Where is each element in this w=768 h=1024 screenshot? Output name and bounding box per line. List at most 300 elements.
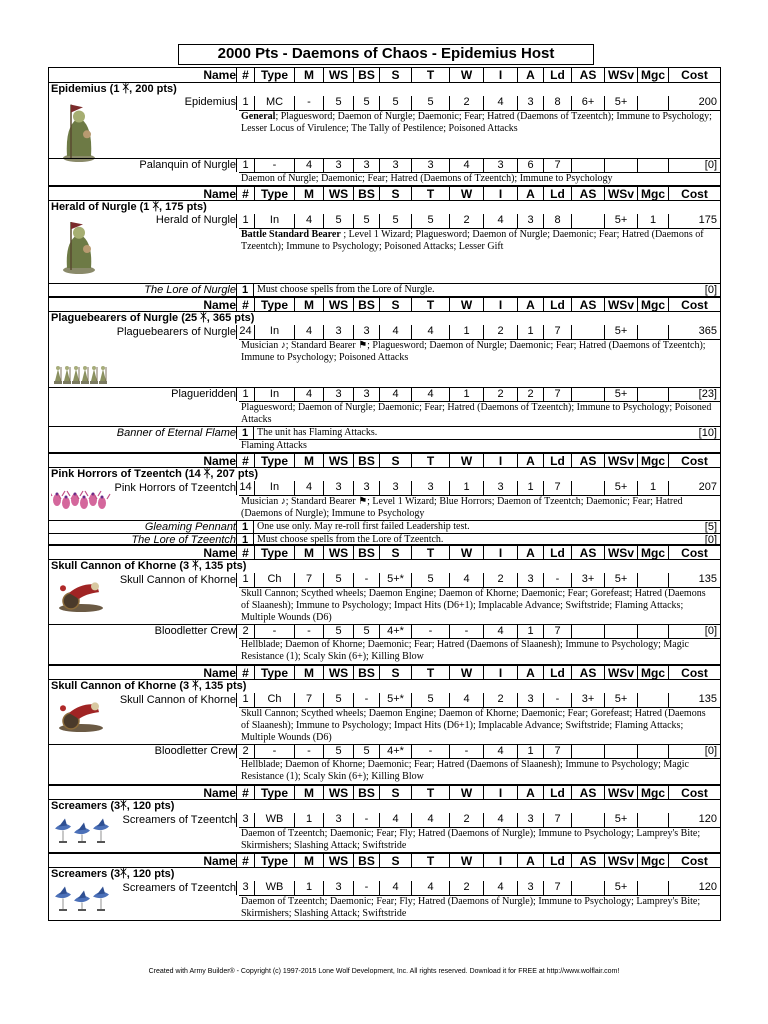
model-stat-row: [49, 881, 720, 895]
model-rules-text: [239, 758, 720, 784]
rule-text: Skull Cannon; Scythed wheels; Daemon Engine; Daemon of Khorne; Daemonic; Fear; Gorefeast; Hatred (Daemons of Slaanesh); Immune to Psychology; Impact Hits (D6+1); Implacable Advance; Swiftstride; Flaming Attacks; Multiple Wounds (D6): [241, 588, 706, 623]
stat-cell: -: [294, 96, 323, 110]
stat-cell: 3: [411, 481, 449, 495]
model-rules-text: [239, 495, 720, 520]
stat-cell: 365: [668, 325, 720, 339]
model-rules-text: [239, 895, 720, 920]
header-cell: Type: [254, 298, 294, 311]
stat-cell: Ch: [254, 573, 294, 587]
stat-cell: [571, 625, 604, 638]
header-cell: A: [517, 786, 543, 799]
model-stat-row: [49, 387, 720, 401]
stat-cell: 5: [323, 96, 353, 110]
stat-cell: 5: [353, 745, 379, 758]
stat-header-row: [49, 665, 720, 680]
stat-cell: In: [254, 214, 294, 228]
header-cell: T: [411, 786, 449, 799]
header-cell: T: [411, 666, 449, 679]
header-cell: #: [236, 187, 254, 200]
header-cell: S: [379, 546, 411, 559]
stat-cell: 5+: [604, 813, 637, 827]
stat-cell: 2: [517, 388, 543, 401]
header-cell: S: [379, 68, 411, 82]
header-cell: WSv: [604, 854, 637, 867]
stat-cell: 7: [543, 625, 571, 638]
stat-cell: 120: [668, 813, 720, 827]
unit-body: [49, 96, 720, 185]
header-cell: M: [294, 454, 323, 467]
header-cell: Ld: [543, 786, 571, 799]
header-cell: Cost: [668, 187, 720, 200]
header-cell: #: [236, 68, 254, 82]
document-title: 2000 Pts - Daemons of Chaos - Epidemius Host: [178, 44, 594, 65]
unit-block: [49, 68, 720, 185]
model-cells: [49, 573, 720, 587]
model-name: Herald of Nurgle: [155, 214, 236, 226]
stat-cell: [0]: [668, 745, 720, 758]
header-cell: BS: [353, 68, 379, 82]
unit-body: [49, 881, 720, 920]
header-cell: M: [294, 786, 323, 799]
header-cell: AS: [571, 187, 604, 200]
stat-header-row: [49, 297, 720, 312]
upgrade-row: [49, 520, 720, 533]
header-cell: W: [449, 666, 483, 679]
header-cell: S: [379, 666, 411, 679]
upgrade-cost: [0]: [704, 284, 717, 296]
stat-cell: [23]: [668, 388, 720, 401]
upgrade-cost: [5]: [704, 521, 717, 533]
stat-cell: -: [254, 625, 294, 638]
stat-cell: [637, 159, 668, 172]
stat-cell: 8: [543, 96, 571, 110]
stat-cell: 4: [379, 813, 411, 827]
unit-title: Skull Cannon of Khorne (3 ᛡ, 135 pts): [51, 680, 247, 692]
rule-text: Musician ♪; Standard Bearer ⚑; Level 1 Wizard; Blue Horrors; Daemon of Tzeentch; Daemonic; Fear; Hatred (Daemons of Nurgle); Immune to Psychology: [241, 496, 683, 519]
model-cells: [49, 745, 720, 758]
header-cell: M: [294, 187, 323, 200]
unit-title: Skull Cannon of Khorne (3 ᛡ, 135 pts): [51, 560, 247, 572]
stat-cell: [637, 573, 668, 587]
stat-cell: -: [254, 159, 294, 172]
stat-cell: 175: [668, 214, 720, 228]
model-stat-row: [49, 693, 720, 707]
stat-cell: 4: [294, 481, 323, 495]
stat-cell: -: [449, 745, 483, 758]
stat-cell: 5: [353, 625, 379, 638]
model-stat-row: [49, 158, 720, 172]
header-cell: WSv: [604, 666, 637, 679]
stat-cell: 2: [483, 325, 517, 339]
header-cell: W: [449, 187, 483, 200]
stat-cell: 5: [411, 214, 449, 228]
stat-cell: 3: [323, 813, 353, 827]
model-name: Screamers of Tzeentch: [122, 814, 236, 826]
header-cell: BS: [353, 854, 379, 867]
header-cell: Type: [254, 666, 294, 679]
header-name: Name: [203, 786, 236, 800]
header-cell: WS: [323, 298, 353, 311]
header-name: Name: [203, 187, 236, 201]
unit-body: [49, 813, 720, 852]
header-cell: I: [483, 187, 517, 200]
rule-text: ; Plaguesword; Daemon of Nurgle; Daemonic; Fear; Hatred (Daemons of Tzeentch); Immune to Psychology; Lesser Locus of Virulence; The Tally of Pestilence; Poisoned Attacks: [241, 111, 712, 134]
stat-header-row: [49, 186, 720, 201]
stat-cell: 3: [517, 881, 543, 895]
rule-text: Daemon of Tzeentch; Daemonic; Fear; Fly; Hatred (Daemons of Nurgle); Immune to Psychology; Lamprey's Bite; Skirmishers; Slashing Attack; Swiftstride: [241, 828, 701, 851]
stat-cell: -: [543, 693, 571, 707]
stat-cell: 1: [637, 481, 668, 495]
header-cell: Ld: [543, 187, 571, 200]
unit-body: [49, 481, 720, 544]
stat-cell: 5: [379, 214, 411, 228]
header-cell: A: [517, 454, 543, 467]
header-cell: AS: [571, 68, 604, 82]
stat-cell: 3: [323, 481, 353, 495]
stat-cell: [604, 625, 637, 638]
model-cells: [49, 388, 720, 401]
stat-cell: 4: [294, 214, 323, 228]
stat-header-row: [49, 453, 720, 468]
stat-cell: 5+: [604, 481, 637, 495]
header-cell: WS: [323, 546, 353, 559]
stat-cell: 2: [483, 388, 517, 401]
stat-cell: 3: [517, 214, 543, 228]
header-cell: A: [517, 68, 543, 82]
rule-text: Hellblade; Daemon of Khorne; Daemonic; Fear; Hatred (Daemons of Slaanesh); Immune to Psychology; Magic Resistance (1); Scaly Skin (6+); Killing Blow: [241, 759, 689, 782]
header-cell: WSv: [604, 546, 637, 559]
model-name: Epidemius: [184, 96, 236, 108]
header-cell: Mgc: [637, 666, 668, 679]
model-name: Palanquin of Nurgle: [139, 159, 236, 171]
stat-cell: 3+: [571, 693, 604, 707]
model-name: Skull Cannon of Khorne: [119, 574, 236, 586]
model-cells: [49, 159, 720, 172]
header-cell: Type: [254, 187, 294, 200]
stat-cell: 7: [294, 573, 323, 587]
stat-cell: 5+: [604, 96, 637, 110]
header-cell: Type: [254, 854, 294, 867]
header-cell: W: [449, 854, 483, 867]
stat-cell: 8: [543, 214, 571, 228]
upgrade-name: Gleaming Pennant: [144, 521, 236, 533]
stat-cell: 3: [411, 159, 449, 172]
header-cell: W: [449, 454, 483, 467]
header-cell: S: [379, 854, 411, 867]
header-cells: [49, 298, 720, 311]
stat-cell: -: [353, 693, 379, 707]
header-cell: AS: [571, 786, 604, 799]
header-cell: Ld: [543, 546, 571, 559]
stat-cell: [637, 881, 668, 895]
stat-cell: 3: [379, 481, 411, 495]
stat-cell: MC: [254, 96, 294, 110]
stat-cell: 4: [294, 388, 323, 401]
stat-cell: 3: [323, 388, 353, 401]
stat-cell: 1: [236, 573, 254, 587]
header-cell: Cost: [668, 546, 720, 559]
header-name: Name: [203, 454, 236, 468]
upgrade-name: The Lore of Tzeentch: [131, 534, 236, 546]
stat-cell: 1: [449, 388, 483, 401]
header-cell: M: [294, 546, 323, 559]
stat-cell: 5: [411, 693, 449, 707]
stat-cell: 3+: [571, 573, 604, 587]
header-cell: WS: [323, 854, 353, 867]
header-cell: W: [449, 546, 483, 559]
model-stat-row: [49, 325, 720, 339]
header-cell: Mgc: [637, 298, 668, 311]
stat-cell: -: [254, 745, 294, 758]
stat-cell: -: [294, 625, 323, 638]
header-name: Name: [203, 666, 236, 680]
model-rules-text: [239, 638, 720, 664]
stat-cell: [571, 481, 604, 495]
stat-cell: 3: [236, 881, 254, 895]
header-cell: A: [517, 666, 543, 679]
stat-cell: [604, 159, 637, 172]
stat-cell: In: [254, 481, 294, 495]
header-cell: Cost: [668, 298, 720, 311]
header-cell: Ld: [543, 666, 571, 679]
header-cell: Ld: [543, 298, 571, 311]
model-name: Bloodletter Crew: [154, 745, 236, 757]
header-cell: I: [483, 786, 517, 799]
header-cell: I: [483, 298, 517, 311]
header-cell: AS: [571, 454, 604, 467]
stat-cell: 5+: [604, 693, 637, 707]
stat-cell: 4: [483, 813, 517, 827]
header-cell: WS: [323, 187, 353, 200]
stat-cell: [637, 388, 668, 401]
stat-cell: 5+: [604, 881, 637, 895]
stat-cell: [637, 813, 668, 827]
header-cell: WS: [323, 454, 353, 467]
upgrade-count: 1: [236, 534, 254, 544]
stat-cell: 5: [379, 96, 411, 110]
stat-cell: 135: [668, 573, 720, 587]
header-cell: S: [379, 454, 411, 467]
stat-cell: 135: [668, 693, 720, 707]
header-cell: Cost: [668, 786, 720, 799]
stat-cell: 5: [323, 693, 353, 707]
upgrade-cost: [10]: [698, 427, 717, 439]
header-cell: I: [483, 68, 517, 82]
model-name: Bloodletter Crew: [154, 625, 236, 637]
header-cell: BS: [353, 666, 379, 679]
header-cell: M: [294, 666, 323, 679]
stat-cell: 2: [236, 625, 254, 638]
stat-cell: 5: [411, 573, 449, 587]
unit-body: [49, 573, 720, 664]
stat-cell: -: [353, 813, 379, 827]
stat-cell: 7: [543, 325, 571, 339]
stat-cell: 3: [353, 388, 379, 401]
header-cells: [49, 546, 720, 559]
model-rules-text: [239, 339, 720, 387]
stat-cell: 24: [236, 325, 254, 339]
stat-cell: 1: [236, 159, 254, 172]
stat-cell: 5+*: [379, 573, 411, 587]
stat-cell: 4: [379, 881, 411, 895]
unit-body: [49, 693, 720, 784]
stat-cell: 5: [323, 625, 353, 638]
stat-cell: 2: [449, 813, 483, 827]
stat-cell: [637, 693, 668, 707]
stat-cell: [571, 325, 604, 339]
header-cell: WSv: [604, 786, 637, 799]
stat-cell: [0]: [668, 625, 720, 638]
header-cells: [49, 454, 720, 467]
header-cell: WS: [323, 786, 353, 799]
stat-cell: 3: [517, 693, 543, 707]
stat-cell: 4: [294, 159, 323, 172]
header-cell: W: [449, 786, 483, 799]
unit-title: Herald of Nurgle (1 ᛡ, 175 pts): [51, 201, 207, 213]
stat-cell: 3: [483, 481, 517, 495]
header-cell: Ld: [543, 454, 571, 467]
stat-cell: 4: [411, 325, 449, 339]
stat-cell: 4: [411, 813, 449, 827]
unit-block: [49, 185, 720, 296]
header-cell: W: [449, 68, 483, 82]
model-stat-row: [49, 813, 720, 827]
header-cell: WSv: [604, 298, 637, 311]
roster-sheet: [48, 67, 721, 921]
stat-header-row: [49, 853, 720, 868]
stat-cell: 2: [449, 214, 483, 228]
stat-cell: 7: [543, 159, 571, 172]
stat-cell: 4: [483, 881, 517, 895]
stat-cell: 4: [379, 325, 411, 339]
header-cell: Cost: [668, 68, 720, 82]
stat-cell: 1: [517, 325, 543, 339]
unit-title: Pink Horrors of Tzeentch (14 ᛡ, 207 pts): [51, 468, 259, 480]
stat-cell: 5: [323, 214, 353, 228]
stat-cell: 1: [236, 693, 254, 707]
unit-block: [49, 544, 720, 664]
model-rules-text: [239, 172, 720, 185]
header-cell: WS: [323, 666, 353, 679]
header-cell: AS: [571, 546, 604, 559]
model-stat-row: [49, 481, 720, 495]
stat-cell: 7: [543, 388, 571, 401]
header-cell: M: [294, 854, 323, 867]
header-cell: #: [236, 546, 254, 559]
header-cell: W: [449, 298, 483, 311]
model-rules-text: [239, 110, 720, 158]
model-cells: [49, 813, 720, 827]
stat-cell: 5: [411, 96, 449, 110]
model-cells: [49, 481, 720, 495]
header-cell: A: [517, 854, 543, 867]
stat-cell: -: [353, 573, 379, 587]
stat-cell: 3: [379, 159, 411, 172]
header-cell: Mgc: [637, 546, 668, 559]
header-cell: WSv: [604, 187, 637, 200]
stat-cell: 5+: [604, 325, 637, 339]
stat-cell: 5+: [604, 573, 637, 587]
unit-body: [49, 325, 720, 452]
stat-cell: [571, 159, 604, 172]
header-cell: I: [483, 454, 517, 467]
unit-block: [49, 852, 720, 920]
stat-cell: 5: [353, 214, 379, 228]
unit-block: [49, 784, 720, 852]
stat-cell: 3: [353, 325, 379, 339]
rule-highlight: Battle Standard Bearer: [241, 229, 341, 240]
header-cell: M: [294, 68, 323, 82]
stat-cell: 5+: [604, 388, 637, 401]
header-cell: Mgc: [637, 454, 668, 467]
model-rules-text: [239, 587, 720, 624]
stat-cell: [637, 325, 668, 339]
header-cell: S: [379, 786, 411, 799]
header-cell: T: [411, 68, 449, 82]
stat-cell: 3: [517, 813, 543, 827]
stat-cell: 2: [483, 693, 517, 707]
stat-cell: 5: [323, 745, 353, 758]
header-name: Name: [203, 546, 236, 560]
stat-cell: 1: [236, 96, 254, 110]
header-cell: T: [411, 546, 449, 559]
upgrade-name: Banner of Eternal Flame: [116, 427, 236, 439]
stat-cell: [637, 96, 668, 110]
stat-cell: 4: [411, 388, 449, 401]
unit-block: [49, 452, 720, 544]
rule-text: Musician ♪; Standard Bearer ⚑; Plaguesword; Daemon of Nurgle; Daemonic; Fear; Hatred (Daemons of Tzeentch); Immune to Psychology; Poisoned Attacks: [241, 340, 706, 363]
stat-cell: 4: [294, 325, 323, 339]
stat-cell: 4: [483, 96, 517, 110]
header-name: Name: [203, 68, 236, 82]
header-cell: I: [483, 854, 517, 867]
stat-cell: [571, 813, 604, 827]
upgrade-row: [49, 283, 720, 296]
stat-cell: [637, 745, 668, 758]
unit-body: [49, 214, 720, 296]
model-stat-row: [49, 573, 720, 587]
header-cell: BS: [353, 187, 379, 200]
stat-cell: 5: [353, 96, 379, 110]
model-cells: [49, 625, 720, 638]
footer-credit: Created with Army Builder® - Copyright (c) 1997-2015 Lone Wolf Development, Inc. All rights reserved. Download it for FREE at http://www.wolflair.com!: [148, 968, 620, 975]
stat-cell: -: [449, 625, 483, 638]
header-cell: #: [236, 786, 254, 799]
stat-cell: 3: [323, 159, 353, 172]
header-cell: T: [411, 454, 449, 467]
header-cell: M: [294, 298, 323, 311]
stat-cell: 1: [517, 625, 543, 638]
header-cell: T: [411, 854, 449, 867]
header-cell: BS: [353, 786, 379, 799]
header-cell: Mgc: [637, 854, 668, 867]
stat-cell: 5+: [604, 214, 637, 228]
header-cell: BS: [353, 298, 379, 311]
stat-cell: [571, 214, 604, 228]
stat-cell: 1: [449, 481, 483, 495]
header-cell: AS: [571, 854, 604, 867]
stat-cell: Ch: [254, 693, 294, 707]
stat-cell: [571, 745, 604, 758]
header-cell: AS: [571, 298, 604, 311]
stat-cell: 3: [236, 813, 254, 827]
stat-cell: 7: [543, 881, 571, 895]
upgrade-count: 1: [236, 284, 254, 296]
header-cells: [49, 68, 720, 82]
stat-cell: 4: [449, 573, 483, 587]
stat-cell: WB: [254, 813, 294, 827]
header-cell: T: [411, 187, 449, 200]
